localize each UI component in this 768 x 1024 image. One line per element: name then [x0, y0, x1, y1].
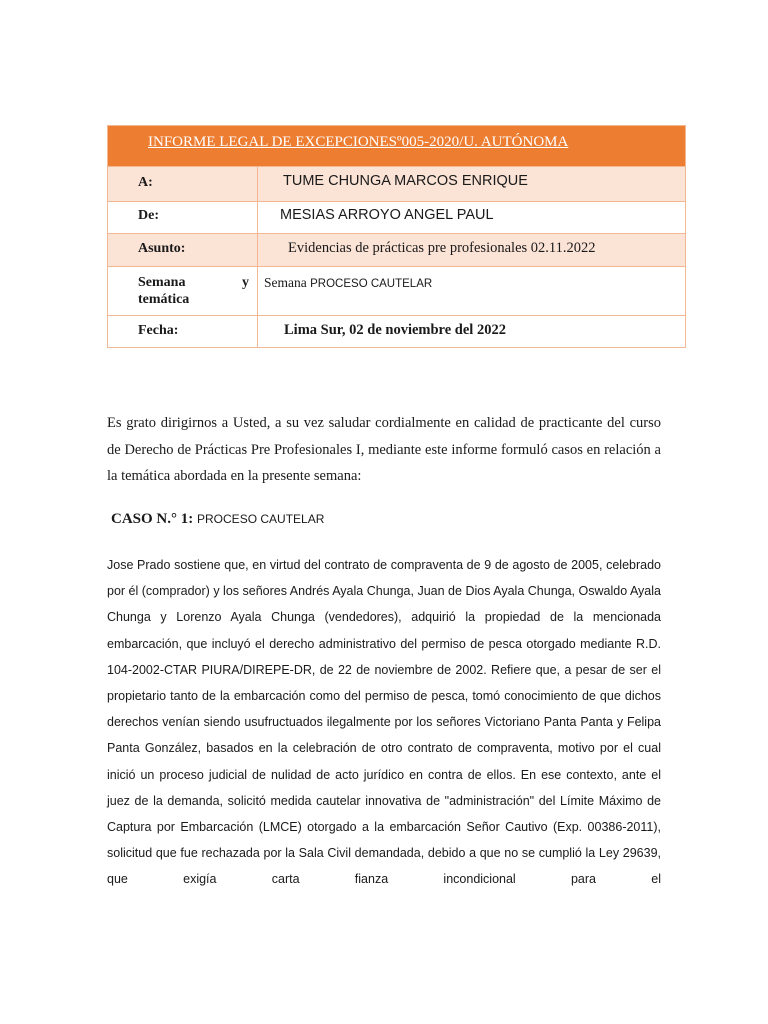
row-sender [108, 202, 686, 234]
case-number: CASO N.° 1: [111, 511, 194, 527]
date-label: Fecha: [138, 323, 179, 338]
report-title: INFORME LEGAL DE EXCEPCIONESº005-2020/U. AUTÓNOMA [148, 134, 569, 150]
topic-label: temática [138, 292, 190, 307]
recipient-label: A: [138, 175, 153, 190]
case-topic: PROCESO CAUTELAR [197, 512, 325, 526]
subject-value: Evidencias de prácticas pre profesionales 02.11.2022 [288, 240, 596, 256]
row-recipient [108, 167, 686, 202]
header-table [107, 125, 686, 348]
sender-label: De: [138, 208, 159, 223]
case-body-paragraph: Jose Prado sostiene que, en virtud del contrato de compraventa de 9 de agosto de 2005, celebrado por él (comprador) y los señores Andrés Ayala Chunga, Juan de Dios Ayala Chunga, Oswaldo Ayala Chunga y Lorenzo Ayala Chunga (vendedores), adquirió la propiedad de la mencionada embarcación, que incluyó el derecho administrativo del permiso de pesca otorgado mediante R.D. 104-2002-CTAR PIURA/DIREPE-DR, de 22 de noviembre de 2002. Refiere que, a pesar de ser el propietario tanto de la embarcación como del permiso de pesca, tomó conocimiento de que dichos derechos venían siendo usufructuados ilegalmente por los señores Victoriano Panta Panta y Felipa Panta González, basados en la celebración de otro contrato de compraventa, motivo por el cual inició un proceso judicial de nulidad de acto jurídico en contra de ellos. En ese contexto, ante el juez de la demanda, solicitó medida cautelar innovativa de "administración" del Límite Máximo de Captura por Embarcación (LMCE) otorgado a la embarcación Señor Cautivo (Exp. 00386-2011), solicitud que fue rechazada por la Sala Civil demandada, debido a que no se cumplió la Ley 29639, que exigía carta fianza incondicional para el [107, 558, 661, 887]
week-prefix: Semana [264, 275, 307, 290]
case-heading [111, 511, 324, 528]
week-topic-label [138, 267, 257, 308]
row-week-topic [108, 267, 686, 316]
date-value: Lima Sur, 02 de noviembre del 2022 [284, 322, 506, 338]
row-date [108, 316, 686, 348]
intro-paragraph: Es grato dirigirnos a Usted, a su vez saludar cordialmente en calidad de practicante del curso de Derecho de Prácticas Pre Profesionales I, mediante este informe formuló casos en relación a la temática abordada en la presente semana: [107, 415, 661, 484]
subject-label: Asunto: [138, 241, 186, 256]
row-subject [108, 234, 686, 267]
sender-value: MESIAS ARROYO ANGEL PAUL [280, 207, 494, 223]
week-topic: PROCESO CAUTELAR [310, 278, 433, 290]
recipient-value: TUME CHUNGA MARCOS ENRIQUE [283, 173, 528, 189]
week-label: Semana [138, 275, 186, 290]
title-row [108, 126, 686, 167]
week-label-y: y [242, 275, 249, 290]
week-topic-value [258, 267, 685, 291]
